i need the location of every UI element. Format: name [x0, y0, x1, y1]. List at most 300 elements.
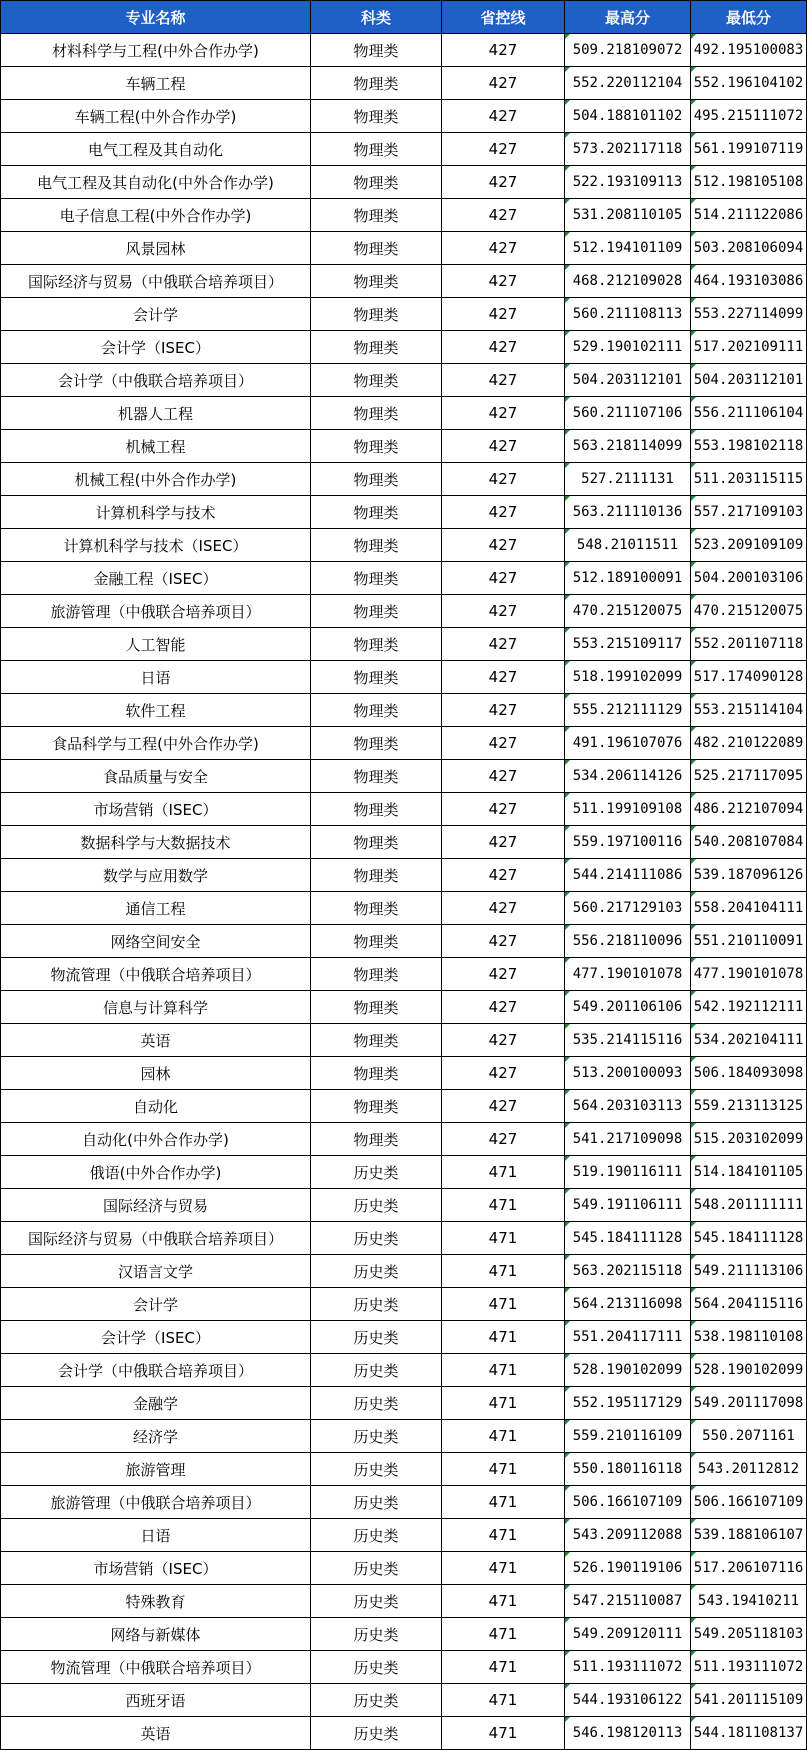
- control-line-cell: 427: [442, 1123, 565, 1156]
- major-name-cell: 软件工程: [1, 694, 311, 727]
- subject-category-cell: 物理类: [311, 1123, 442, 1156]
- control-line-cell: 427: [442, 1024, 565, 1057]
- major-name-cell: 网络空间安全: [1, 925, 311, 958]
- subject-category-cell: 历史类: [311, 1156, 442, 1189]
- lowest-score-cell: 553.227114099: [691, 298, 807, 331]
- major-name-cell: 自动化(中外合作办学): [1, 1123, 311, 1156]
- lowest-score-cell: 540.208107084: [691, 826, 807, 859]
- major-name-cell: 食品科学与工程(中外合作办学): [1, 727, 311, 760]
- highest-score-cell: 513.200100093: [565, 1057, 691, 1090]
- table-row: [1, 1189, 807, 1222]
- control-line-cell: 471: [442, 1486, 565, 1519]
- major-name-cell: 材料科学与工程(中外合作办学): [1, 34, 311, 67]
- lowest-score-cell: 523.209109109: [691, 529, 807, 562]
- control-line-cell: 427: [442, 100, 565, 133]
- major-name-cell: 计算机科学与技术: [1, 496, 311, 529]
- lowest-score-cell: 492.195100083: [691, 34, 807, 67]
- header-row: [1, 1, 807, 34]
- lowest-score-cell: 561.199107119: [691, 133, 807, 166]
- major-name-cell: 食品质量与安全: [1, 760, 311, 793]
- lowest-score-cell: 511.193111072: [691, 1651, 807, 1684]
- major-name-cell: 电子信息工程(中外合作办学): [1, 199, 311, 232]
- control-line-cell: 427: [442, 991, 565, 1024]
- highest-score-cell: 541.217109098: [565, 1123, 691, 1156]
- lowest-score-cell: 544.181108137: [691, 1717, 807, 1750]
- lowest-score-cell: 545.184111128: [691, 1222, 807, 1255]
- table-row: [1, 34, 807, 67]
- major-name-cell: 物流管理（中俄联合培养项目）: [1, 958, 311, 991]
- major-name-cell: 英语: [1, 1024, 311, 1057]
- highest-score-cell: 556.218110096: [565, 925, 691, 958]
- lowest-score-cell: 503.208106094: [691, 232, 807, 265]
- table-row: [1, 661, 807, 694]
- control-line-cell: 427: [442, 331, 565, 364]
- highest-score-cell: 563.211110136: [565, 496, 691, 529]
- subject-category-cell: 历史类: [311, 1618, 442, 1651]
- control-line-cell: 427: [442, 67, 565, 100]
- lowest-score-cell: 559.213113125: [691, 1090, 807, 1123]
- lowest-score-cell: 549.205118103: [691, 1618, 807, 1651]
- major-name-cell: 物流管理（中俄联合培养项目）: [1, 1651, 311, 1684]
- table-row: [1, 67, 807, 100]
- table-row: [1, 496, 807, 529]
- subject-category-cell: 物理类: [311, 760, 442, 793]
- subject-category-cell: 历史类: [311, 1222, 442, 1255]
- control-line-cell: 471: [442, 1189, 565, 1222]
- subject-category-cell: 物理类: [311, 133, 442, 166]
- table-row: [1, 232, 807, 265]
- major-name-cell: 国际经济与贸易: [1, 1189, 311, 1222]
- major-name-cell: 数学与应用数学: [1, 859, 311, 892]
- highest-score-cell: 468.212109028: [565, 265, 691, 298]
- lowest-score-cell: 557.217109103: [691, 496, 807, 529]
- control-line-cell: 427: [442, 628, 565, 661]
- highest-score-cell: 511.193111072: [565, 1651, 691, 1684]
- major-name-cell: 旅游管理: [1, 1453, 311, 1486]
- highest-score-cell: 552.220112104: [565, 67, 691, 100]
- table-row: [1, 1321, 807, 1354]
- lowest-score-cell: 506.166107109: [691, 1486, 807, 1519]
- control-line-cell: 427: [442, 826, 565, 859]
- major-name-cell: 园林: [1, 1057, 311, 1090]
- highest-score-cell: 519.190116111: [565, 1156, 691, 1189]
- subject-category-cell: 历史类: [311, 1189, 442, 1222]
- subject-category-cell: 历史类: [311, 1651, 442, 1684]
- subject-category-cell: 物理类: [311, 100, 442, 133]
- highest-score-cell: 549.201106106: [565, 991, 691, 1024]
- lowest-score-cell: 470.215120075: [691, 595, 807, 628]
- table-row: [1, 1486, 807, 1519]
- table-row: [1, 1288, 807, 1321]
- table-row: [1, 694, 807, 727]
- major-name-cell: 人工智能: [1, 628, 311, 661]
- subject-category-cell: 物理类: [311, 463, 442, 496]
- subject-category-cell: 物理类: [311, 232, 442, 265]
- subject-category-cell: 历史类: [311, 1387, 442, 1420]
- lowest-score-cell: 504.200103106: [691, 562, 807, 595]
- table-row: [1, 199, 807, 232]
- lowest-score-cell: 528.190102099: [691, 1354, 807, 1387]
- lowest-score-cell: 515.203102099: [691, 1123, 807, 1156]
- subject-category-cell: 历史类: [311, 1255, 442, 1288]
- highest-score-cell: 563.218114099: [565, 430, 691, 463]
- table-row: [1, 1156, 807, 1189]
- subject-category-cell: 历史类: [311, 1420, 442, 1453]
- table-row: [1, 1222, 807, 1255]
- lowest-score-cell: 541.201115109: [691, 1684, 807, 1717]
- lowest-score-cell: 514.211122086: [691, 199, 807, 232]
- lowest-score-cell: 464.193103086: [691, 265, 807, 298]
- major-name-cell: 机械工程(中外合作办学): [1, 463, 311, 496]
- highest-score-cell: 559.197100116: [565, 826, 691, 859]
- control-line-cell: 427: [442, 958, 565, 991]
- major-name-cell: 日语: [1, 661, 311, 694]
- subject-category-cell: 物理类: [311, 562, 442, 595]
- highest-score-cell: 549.209120111: [565, 1618, 691, 1651]
- major-name-cell: 特殊教育: [1, 1585, 311, 1618]
- lowest-score-cell: 525.217117095: [691, 760, 807, 793]
- table-row: [1, 628, 807, 661]
- major-name-cell: 国际经济与贸易（中俄联合培养项目）: [1, 1222, 311, 1255]
- highest-score-cell: 544.193106122: [565, 1684, 691, 1717]
- subject-category-cell: 物理类: [311, 67, 442, 100]
- lowest-score-cell: 504.203112101: [691, 364, 807, 397]
- highest-score-cell: 470.215120075: [565, 595, 691, 628]
- subject-category-cell: 物理类: [311, 397, 442, 430]
- control-line-cell: 471: [442, 1387, 565, 1420]
- subject-category-cell: 历史类: [311, 1354, 442, 1387]
- lowest-score-cell: 517.174090128: [691, 661, 807, 694]
- highest-score-cell: 560.211107106: [565, 397, 691, 430]
- lowest-score-cell: 539.188106107: [691, 1519, 807, 1552]
- highest-score-cell: 506.166107109: [565, 1486, 691, 1519]
- table-row: [1, 1354, 807, 1387]
- table-row: [1, 1090, 807, 1123]
- lowest-score-cell: 477.190101078: [691, 958, 807, 991]
- control-line-cell: 427: [442, 562, 565, 595]
- highest-score-cell: 555.212111129: [565, 694, 691, 727]
- lowest-score-cell: 558.204104111: [691, 892, 807, 925]
- control-line-cell: 427: [442, 529, 565, 562]
- subject-category-cell: 历史类: [311, 1453, 442, 1486]
- highest-score-cell: 543.209112088: [565, 1519, 691, 1552]
- major-name-cell: 计算机科学与技术（ISEC）: [1, 529, 311, 562]
- subject-category-cell: 历史类: [311, 1585, 442, 1618]
- highest-score-cell: 512.194101109: [565, 232, 691, 265]
- table-row: [1, 1057, 807, 1090]
- subject-category-cell: 历史类: [311, 1684, 442, 1717]
- table-row: [1, 1255, 807, 1288]
- table-row: [1, 1387, 807, 1420]
- control-line-cell: 427: [442, 496, 565, 529]
- control-line-cell: 427: [442, 661, 565, 694]
- lowest-score-cell: 495.215111072: [691, 100, 807, 133]
- highest-score-cell: 573.202117118: [565, 133, 691, 166]
- lowest-score-cell: 549.201117098: [691, 1387, 807, 1420]
- subject-category-cell: 物理类: [311, 694, 442, 727]
- subject-category-cell: 物理类: [311, 529, 442, 562]
- control-line-cell: 427: [442, 199, 565, 232]
- lowest-score-cell: 514.184101105: [691, 1156, 807, 1189]
- highest-score-cell: 527.2111131: [565, 463, 691, 496]
- highest-score-cell: 522.193109113: [565, 166, 691, 199]
- major-name-cell: 会计学（中俄联合培养项目）: [1, 1354, 311, 1387]
- table-row: [1, 826, 807, 859]
- highest-score-cell: 544.214111086: [565, 859, 691, 892]
- highest-score-cell: 528.190102099: [565, 1354, 691, 1387]
- highest-score-cell: 559.210116109: [565, 1420, 691, 1453]
- subject-category-cell: 物理类: [311, 34, 442, 67]
- control-line-cell: 471: [442, 1156, 565, 1189]
- major-name-cell: 机器人工程: [1, 397, 311, 430]
- table-row: [1, 430, 807, 463]
- major-name-cell: 金融工程（ISEC）: [1, 562, 311, 595]
- major-name-cell: 日语: [1, 1519, 311, 1552]
- control-line-cell: 427: [442, 298, 565, 331]
- lowest-score-cell: 564.204115116: [691, 1288, 807, 1321]
- control-line-cell: 471: [442, 1618, 565, 1651]
- subject-category-cell: 物理类: [311, 331, 442, 364]
- control-line-cell: 471: [442, 1684, 565, 1717]
- highest-score-cell: 552.195117129: [565, 1387, 691, 1420]
- highest-score-cell: 553.215109117: [565, 628, 691, 661]
- table-row: [1, 331, 807, 364]
- lowest-score-cell: 512.198105108: [691, 166, 807, 199]
- lowest-score-cell: 486.212107094: [691, 793, 807, 826]
- highest-score-cell: 550.180116118: [565, 1453, 691, 1486]
- table-row: [1, 1519, 807, 1552]
- lowest-score-cell: 551.210110091: [691, 925, 807, 958]
- subject-category-cell: 物理类: [311, 925, 442, 958]
- subject-category-cell: 物理类: [311, 265, 442, 298]
- major-name-cell: 电气工程及其自动化: [1, 133, 311, 166]
- control-line-cell: 471: [442, 1321, 565, 1354]
- table-row: [1, 463, 807, 496]
- subject-category-cell: 物理类: [311, 991, 442, 1024]
- major-name-cell: 旅游管理（中俄联合培养项目）: [1, 595, 311, 628]
- highest-score-cell: 548.21011511: [565, 529, 691, 562]
- major-name-cell: 旅游管理（中俄联合培养项目）: [1, 1486, 311, 1519]
- highest-score-cell: 504.203112101: [565, 364, 691, 397]
- table-row: [1, 859, 807, 892]
- control-line-cell: 427: [442, 265, 565, 298]
- major-name-cell: 会计学: [1, 298, 311, 331]
- major-name-cell: 会计学（中俄联合培养项目）: [1, 364, 311, 397]
- lowest-score-cell: 539.187096126: [691, 859, 807, 892]
- table-row: [1, 1453, 807, 1486]
- control-line-cell: 427: [442, 364, 565, 397]
- subject-category-cell: 物理类: [311, 859, 442, 892]
- table-row: [1, 1123, 807, 1156]
- table-row: [1, 925, 807, 958]
- subject-category-cell: 物理类: [311, 595, 442, 628]
- lowest-score-cell: 550.2071161: [691, 1420, 807, 1453]
- highest-score-cell: 560.217129103: [565, 892, 691, 925]
- control-line-cell: 471: [442, 1354, 565, 1387]
- table-row: [1, 1717, 807, 1750]
- major-name-cell: 会计学（ISEC）: [1, 331, 311, 364]
- control-line-cell: 427: [442, 793, 565, 826]
- table-row: [1, 1024, 807, 1057]
- subject-category-cell: 物理类: [311, 661, 442, 694]
- table-row: [1, 1684, 807, 1717]
- control-line-cell: 471: [442, 1717, 565, 1750]
- subject-category-cell: 历史类: [311, 1288, 442, 1321]
- lowest-score-cell: 553.198102118: [691, 430, 807, 463]
- subject-category-cell: 物理类: [311, 1057, 442, 1090]
- subject-category-cell: 物理类: [311, 1090, 442, 1123]
- control-line-cell: 427: [442, 166, 565, 199]
- highest-score-cell: 491.196107076: [565, 727, 691, 760]
- highest-score-cell: 504.188101102: [565, 100, 691, 133]
- table-row: [1, 265, 807, 298]
- lowest-score-cell: 538.198110108: [691, 1321, 807, 1354]
- major-name-cell: 市场营销（ISEC）: [1, 1552, 311, 1585]
- lowest-score-cell: 517.206107116: [691, 1552, 807, 1585]
- table-row: [1, 727, 807, 760]
- subject-category-cell: 物理类: [311, 727, 442, 760]
- table-row: [1, 1618, 807, 1651]
- lowest-score-cell: 556.211106104: [691, 397, 807, 430]
- control-line-cell: 427: [442, 1090, 565, 1123]
- lowest-score-cell: 549.211113106: [691, 1255, 807, 1288]
- control-line-cell: 471: [442, 1585, 565, 1618]
- major-name-cell: 经济学: [1, 1420, 311, 1453]
- control-line-cell: 427: [442, 694, 565, 727]
- table-row: [1, 166, 807, 199]
- subject-category-cell: 历史类: [311, 1486, 442, 1519]
- subject-category-cell: 物理类: [311, 958, 442, 991]
- control-line-cell: 427: [442, 1057, 565, 1090]
- highest-score-cell: 534.206114126: [565, 760, 691, 793]
- lowest-score-cell: 534.202104111: [691, 1024, 807, 1057]
- highest-score-cell: 531.208110105: [565, 199, 691, 232]
- highest-score-cell: 560.211108113: [565, 298, 691, 331]
- highest-score-cell: 564.203103113: [565, 1090, 691, 1123]
- major-name-cell: 西班牙语: [1, 1684, 311, 1717]
- control-line-cell: 471: [442, 1222, 565, 1255]
- highest-score-cell: 512.189100091: [565, 562, 691, 595]
- control-line-cell: 427: [442, 892, 565, 925]
- subject-category-cell: 物理类: [311, 364, 442, 397]
- subject-category-cell: 物理类: [311, 430, 442, 463]
- highest-score-cell: 549.191106111: [565, 1189, 691, 1222]
- subject-category-cell: 历史类: [311, 1321, 442, 1354]
- major-name-cell: 网络与新媒体: [1, 1618, 311, 1651]
- major-name-cell: 车辆工程: [1, 67, 311, 100]
- highest-score-cell: 511.199109108: [565, 793, 691, 826]
- lowest-score-cell: 553.215114104: [691, 694, 807, 727]
- lowest-score-cell: 511.203115115: [691, 463, 807, 496]
- table-row: [1, 1651, 807, 1684]
- table-row: [1, 529, 807, 562]
- subject-category-cell: 物理类: [311, 496, 442, 529]
- control-line-cell: 427: [442, 397, 565, 430]
- major-name-cell: 俄语(中外合作办学): [1, 1156, 311, 1189]
- table-row: [1, 760, 807, 793]
- control-line-cell: 471: [442, 1651, 565, 1684]
- major-name-cell: 风景园林: [1, 232, 311, 265]
- highest-score-cell: 526.190119106: [565, 1552, 691, 1585]
- lowest-score-cell: 506.184093098: [691, 1057, 807, 1090]
- highest-score-cell: 509.218109072: [565, 34, 691, 67]
- table-row: [1, 397, 807, 430]
- subject-category-cell: 物理类: [311, 826, 442, 859]
- major-name-cell: 机械工程: [1, 430, 311, 463]
- table-row: [1, 100, 807, 133]
- subject-category-cell: 物理类: [311, 892, 442, 925]
- lowest-score-cell: 543.20112812: [691, 1453, 807, 1486]
- control-line-cell: 427: [442, 727, 565, 760]
- major-name-cell: 市场营销（ISEC）: [1, 793, 311, 826]
- subject-category-cell: 物理类: [311, 628, 442, 661]
- control-line-cell: 427: [442, 430, 565, 463]
- control-line-cell: 471: [442, 1255, 565, 1288]
- major-name-cell: 汉语言文学: [1, 1255, 311, 1288]
- highest-score-cell: 529.190102111: [565, 331, 691, 364]
- table-row: [1, 298, 807, 331]
- highest-score-cell: 564.213116098: [565, 1288, 691, 1321]
- table-row: [1, 958, 807, 991]
- header-major-name: 专业名称: [1, 1, 311, 34]
- subject-category-cell: 物理类: [311, 166, 442, 199]
- major-name-cell: 通信工程: [1, 892, 311, 925]
- highest-score-cell: 535.214115116: [565, 1024, 691, 1057]
- major-name-cell: 会计学: [1, 1288, 311, 1321]
- table-row: [1, 1420, 807, 1453]
- subject-category-cell: 物理类: [311, 199, 442, 232]
- major-name-cell: 数据科学与大数据技术: [1, 826, 311, 859]
- header-provincial-control-line: 省控线: [442, 1, 565, 34]
- control-line-cell: 427: [442, 133, 565, 166]
- subject-category-cell: 物理类: [311, 793, 442, 826]
- control-line-cell: 427: [442, 232, 565, 265]
- table-row: [1, 364, 807, 397]
- highest-score-cell: 563.202115118: [565, 1255, 691, 1288]
- subject-category-cell: 历史类: [311, 1552, 442, 1585]
- lowest-score-cell: 552.196104102: [691, 67, 807, 100]
- control-line-cell: 471: [442, 1420, 565, 1453]
- table-row: [1, 892, 807, 925]
- lowest-score-cell: 482.210122089: [691, 727, 807, 760]
- table-row: [1, 133, 807, 166]
- major-name-cell: 车辆工程(中外合作办学): [1, 100, 311, 133]
- major-name-cell: 电气工程及其自动化(中外合作办学): [1, 166, 311, 199]
- control-line-cell: 427: [442, 760, 565, 793]
- subject-category-cell: 物理类: [311, 298, 442, 331]
- major-name-cell: 英语: [1, 1717, 311, 1750]
- control-line-cell: 471: [442, 1453, 565, 1486]
- table-row: [1, 1585, 807, 1618]
- control-line-cell: 471: [442, 1288, 565, 1321]
- highest-score-cell: 546.198120113: [565, 1717, 691, 1750]
- highest-score-cell: 477.190101078: [565, 958, 691, 991]
- lowest-score-cell: 542.192112111: [691, 991, 807, 1024]
- highest-score-cell: 551.204117111: [565, 1321, 691, 1354]
- control-line-cell: 427: [442, 463, 565, 496]
- control-line-cell: 427: [442, 859, 565, 892]
- table-row: [1, 1552, 807, 1585]
- table-row: [1, 595, 807, 628]
- lowest-score-cell: 517.202109111: [691, 331, 807, 364]
- table-body: [1, 34, 807, 1750]
- subject-category-cell: 物理类: [311, 1024, 442, 1057]
- control-line-cell: 471: [442, 1519, 565, 1552]
- table-row: [1, 793, 807, 826]
- control-line-cell: 427: [442, 925, 565, 958]
- subject-category-cell: 历史类: [311, 1717, 442, 1750]
- header-subject-category: 科类: [311, 1, 442, 34]
